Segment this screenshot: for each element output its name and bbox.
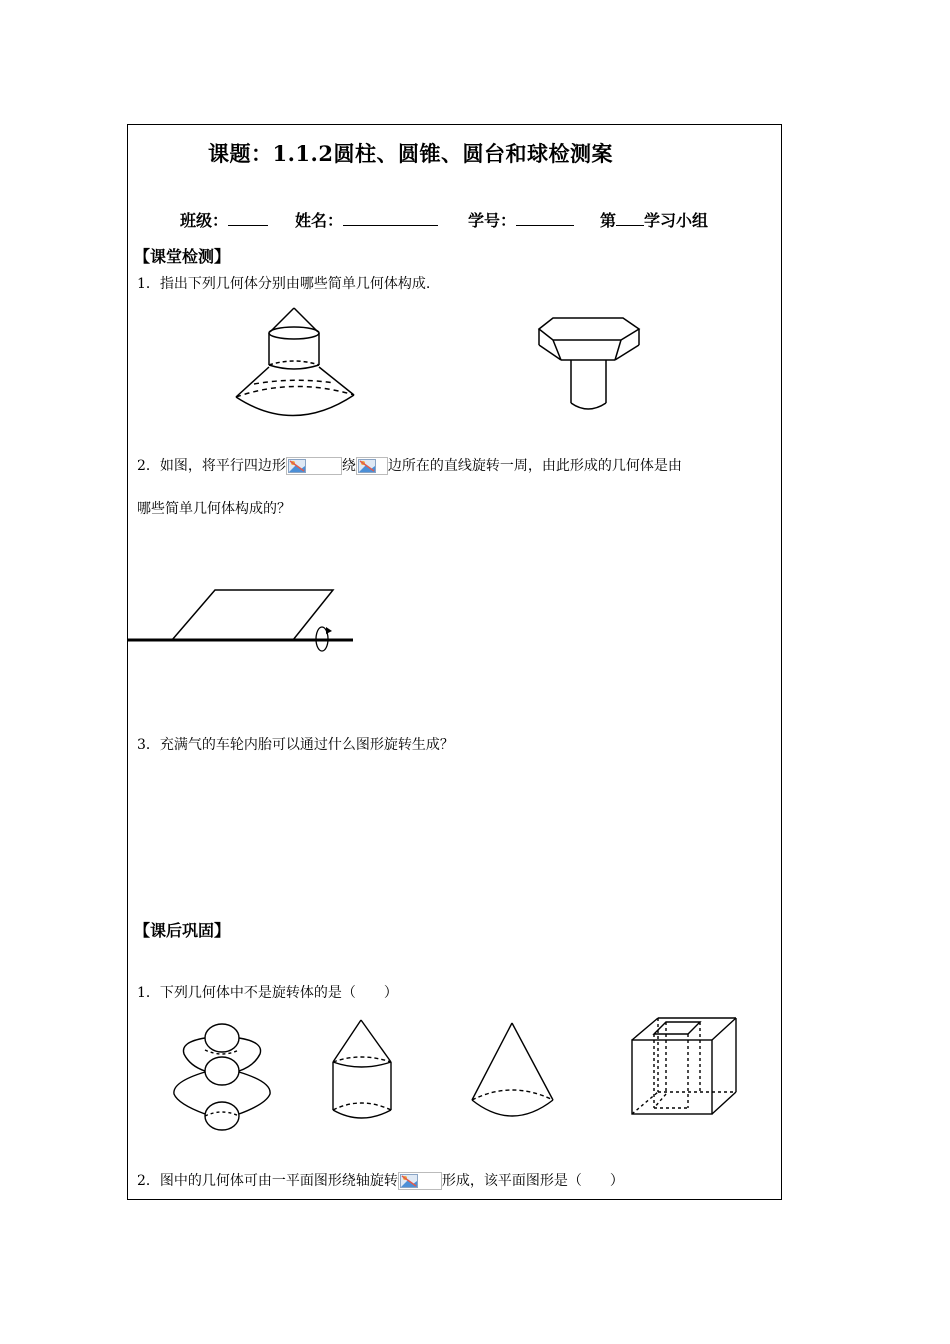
student-id-blank[interactable] bbox=[516, 211, 574, 226]
question-1: 1．指出下列几何体分别由哪些简单几何体构成. bbox=[137, 276, 431, 292]
broken-image-icon bbox=[288, 459, 306, 473]
option-figure-stacked-spheres bbox=[172, 1022, 272, 1134]
section-heading-class-test: 【课堂检测】 bbox=[134, 247, 231, 266]
figure-cone-cylinder-frustum bbox=[230, 305, 360, 415]
student-id-field: 学号： bbox=[468, 208, 574, 231]
question-3: 3．充满气的车轮内胎可以通过什么图形旋转生成？ bbox=[137, 737, 454, 753]
question-2: 2．如图，将平行四边形 绕 边所在的直线旋转一周，由此形成的几何体是由 bbox=[137, 458, 682, 474]
name-field: 姓名： bbox=[295, 208, 438, 231]
option-figure-cone-on-cylinder bbox=[330, 1018, 396, 1124]
figure-hex-prism-cylinder bbox=[535, 315, 645, 415]
section-heading-after-class: 【课后巩固】 bbox=[134, 921, 231, 940]
group-field: 第 学习小组 bbox=[600, 211, 709, 230]
axis-image-placeholder bbox=[398, 1172, 442, 1190]
side-image-placeholder bbox=[356, 457, 388, 475]
parallelogram-image-placeholder bbox=[286, 457, 342, 475]
group-blank[interactable] bbox=[616, 211, 644, 226]
page-title: 课题：1.1.2圆柱、圆锥、圆台和球检测案 bbox=[208, 141, 613, 166]
class-field: 班级： bbox=[180, 208, 268, 231]
homework-question-1: 1．下列几何体中不是旋转体的是（ ） bbox=[137, 985, 398, 1001]
option-figure-cone bbox=[470, 1020, 556, 1126]
option-figure-hollow-cube bbox=[630, 1016, 738, 1118]
name-blank[interactable] bbox=[343, 211, 438, 226]
broken-image-icon bbox=[358, 459, 376, 473]
question-2-line-2: 哪些简单几何体构成的？ bbox=[137, 501, 291, 517]
class-blank[interactable] bbox=[228, 211, 268, 226]
broken-image-icon bbox=[400, 1174, 418, 1188]
homework-question-2: 2．图中的几何体可由一平面图形绕轴旋转 形成，该平面图形是（ ） bbox=[137, 1173, 624, 1189]
figure-parallelogram-rotation bbox=[127, 585, 357, 660]
